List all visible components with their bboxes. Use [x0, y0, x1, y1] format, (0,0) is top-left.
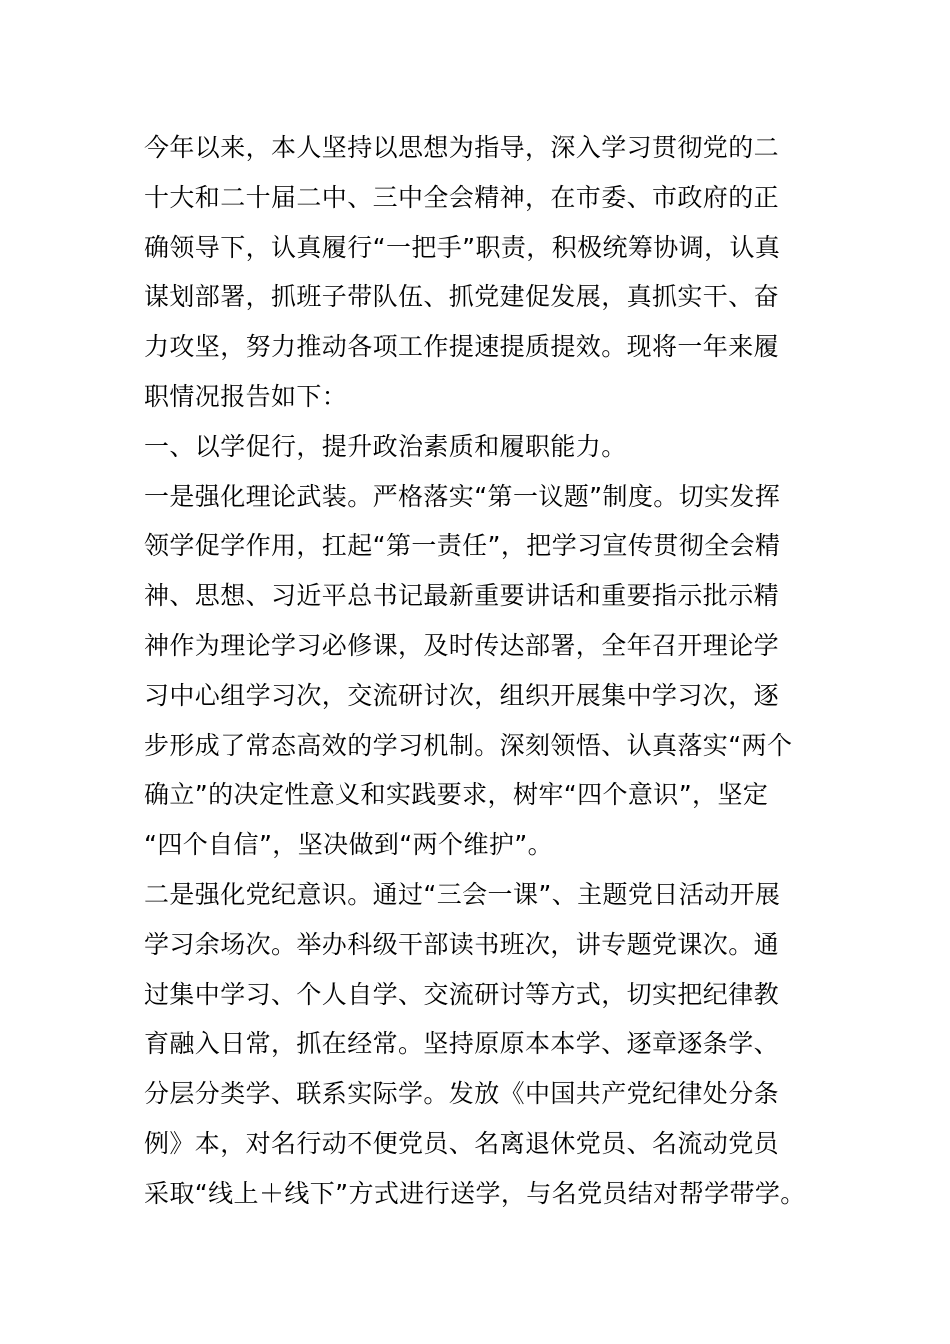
text-line-16: 二是强化党纪意识。通过“三会一课”、主题党日活动开展: [144, 879, 781, 909]
text-line-12: 习中心组学习次，交流研讨次，组织开展集中学习次，逐: [144, 680, 780, 710]
text-line-18: 过集中学习、个人自学、交流研讨等方式，切实把纪律教: [144, 979, 780, 1009]
text-line-17: 学习余场次。举办科级干部读书班次，讲专题党课次。通: [144, 929, 780, 959]
text-line-14: 确立”的决定性意义和实践要求，树牢“四个意识”，坚定: [144, 780, 769, 810]
text-line-3: 确领导下，认真履行“一把手”职责，积极统筹协调，认真: [144, 232, 781, 262]
text-line-9: 领学促学作用，扛起“第一责任”，把学习宣传贯彻全会精: [144, 531, 781, 561]
text-line-19: 育融入日常，抓在经常。坚持原原本本学、逐章逐条学、: [144, 1029, 780, 1059]
text-line-21: 例》本，对名行动不便党员、名离退休党员、名流动党员: [144, 1128, 780, 1158]
text-line-2: 十大和二十届二中、三中全会精神，在市委、市政府的正: [144, 182, 780, 212]
text-line-13: 步形成了常态高效的学习机制。深刻领悟、认真落实“两个: [144, 730, 793, 760]
text-line-10: 神、思想、习近平总书记最新重要讲话和重要指示批示精: [144, 581, 780, 611]
text-line-4: 谋划部署，抓班子带队伍、抓党建促发展，真抓实干、奋: [144, 282, 780, 312]
text-line-20: 分层分类学、联系实际学。发放《中国共产党纪律处分条: [144, 1079, 780, 1109]
document-body: [144, 123, 809, 1219]
text-line-5: 力攻坚，努力推动各项工作提速提质提效。现将一年来履: [144, 332, 780, 362]
text-line-6: 职情况报告如下：: [144, 381, 348, 411]
text-line-11: 神作为理论学习必修课，及时传达部署，全年召开理论学: [144, 630, 780, 660]
text-line-15: “四个自信”，坚决做到“两个维护”。: [144, 830, 554, 860]
section-heading-1: 一、以学促行，提升政治素质和履职能力。: [144, 431, 627, 461]
text-line-1: 今年以来，本人坚持以思想为指导，深入学习贯彻党的二: [144, 133, 780, 162]
text-line-8: 一是强化理论武装。严格落实“第一议题”制度。切实发挥: [144, 481, 781, 511]
text-line-22: 采取“线上＋线下”方式进行送学，与名党员结对帮学带学。: [144, 1178, 806, 1208]
